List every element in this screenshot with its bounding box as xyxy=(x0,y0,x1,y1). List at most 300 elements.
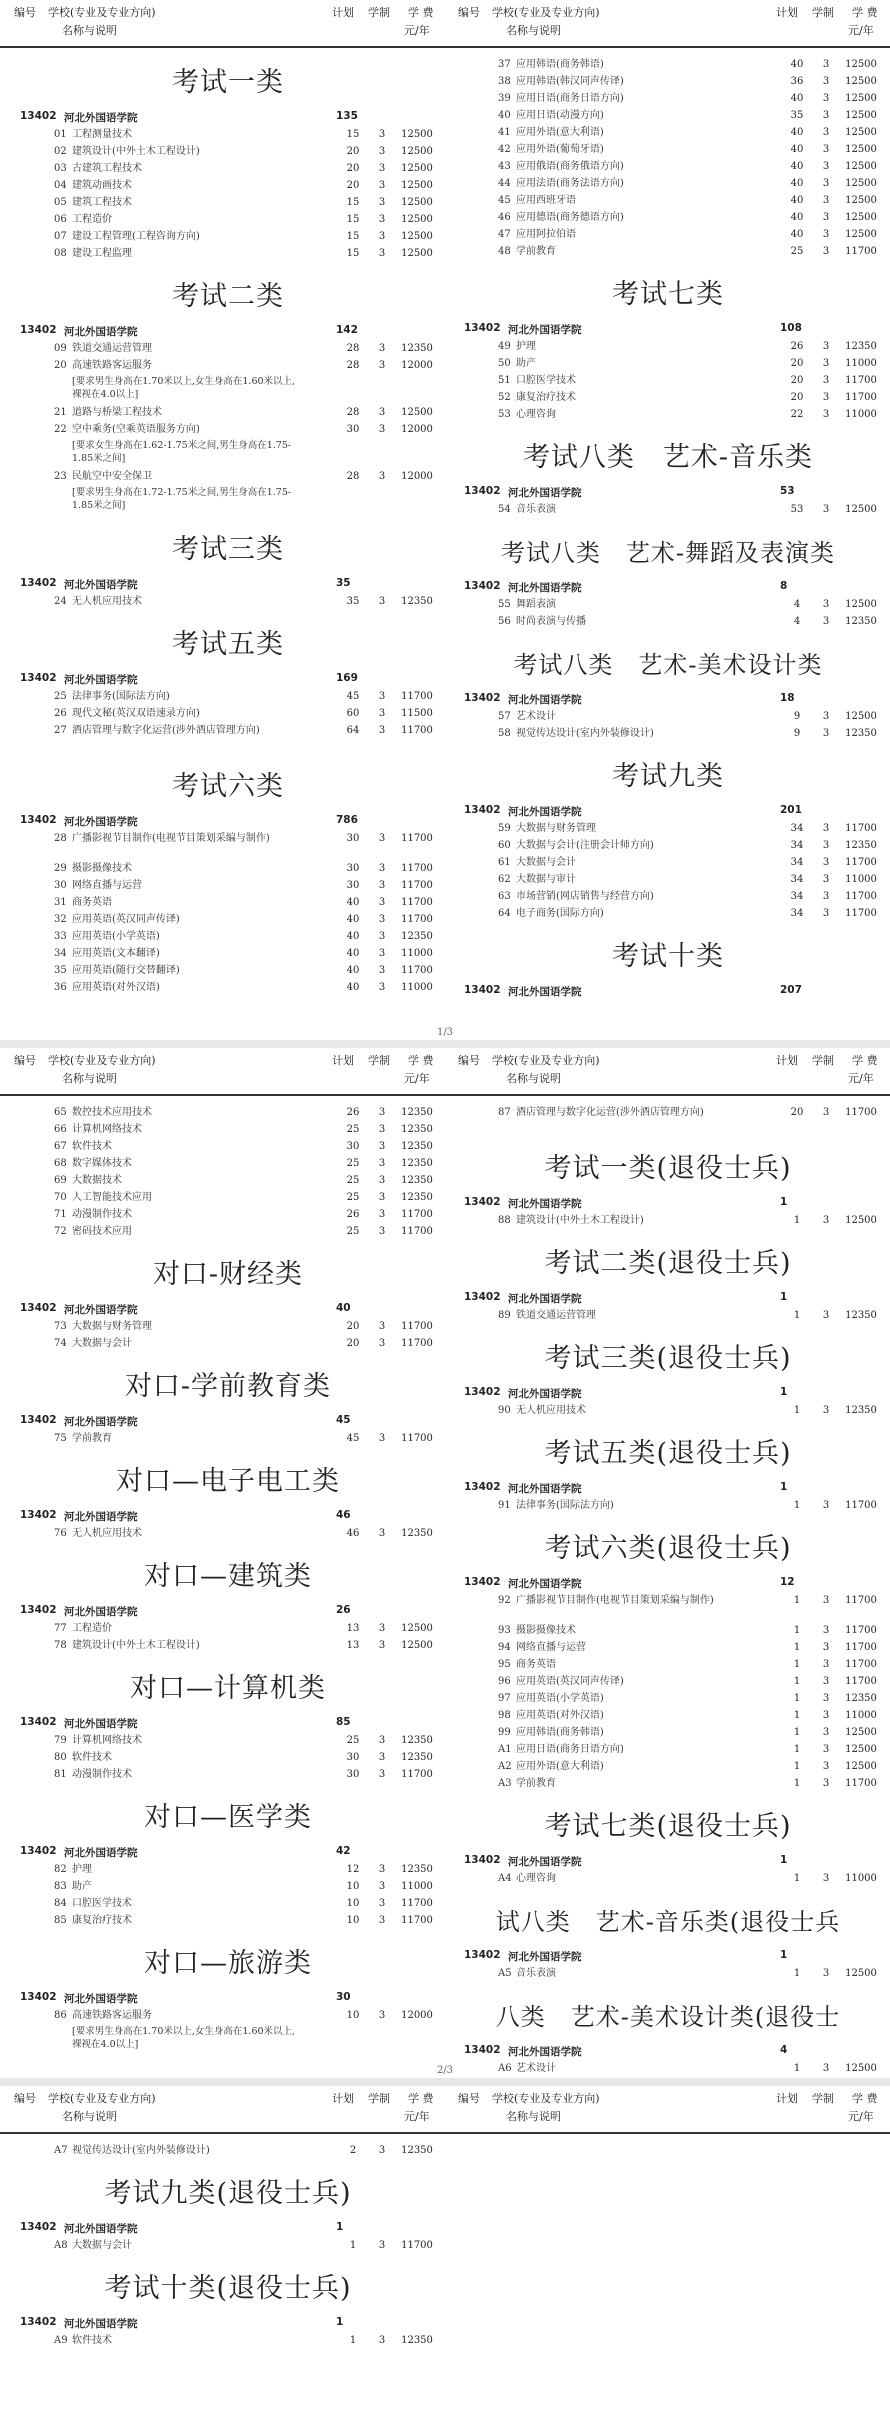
major-name: 商务英语 xyxy=(516,1659,556,1670)
section-title: 考试九类(退役士兵) xyxy=(104,2178,352,2209)
major-name: 空中乘务(空乘英语服务方向) xyxy=(72,424,200,435)
major-row xyxy=(458,90,878,107)
major-fee: 12350 xyxy=(845,1693,877,1704)
major-fee: 11700 xyxy=(401,880,433,891)
major-row xyxy=(14,468,442,485)
major-plan: 12 xyxy=(346,1864,360,1875)
major-years: 3 xyxy=(822,341,830,352)
major-code: 44 xyxy=(498,178,511,189)
major-years: 3 xyxy=(822,504,830,515)
school-row xyxy=(14,1507,442,1525)
major-fee: 11700 xyxy=(401,691,433,702)
school-plan-total: 1 xyxy=(780,1196,788,1208)
school-name: 河北外国语学院 xyxy=(64,112,138,124)
major-plan: 20 xyxy=(346,163,360,174)
major-code: 39 xyxy=(498,93,511,104)
major-name: 数字媒体技术 xyxy=(72,1158,132,1169)
major-name: 广播影视节目制作(电视节目策划采编与制作) xyxy=(516,1595,714,1606)
major-years: 3 xyxy=(378,1338,386,1349)
section-title: 考试九类 xyxy=(612,761,724,792)
major-name: 应用英语(对外汉语) xyxy=(72,982,160,993)
major-code: 21 xyxy=(54,407,67,418)
section-title: 考试三类 xyxy=(172,534,284,565)
major-plan: 9 xyxy=(793,728,801,739)
major-years: 3 xyxy=(378,691,386,702)
major-name: 大数据与审计 xyxy=(516,874,576,885)
major-plan: 28 xyxy=(346,343,360,354)
major-fee: 12500 xyxy=(845,1727,877,1738)
major-code: 86 xyxy=(54,2010,67,2021)
school-name: 河北外国语学院 xyxy=(508,487,582,499)
major-code: 93 xyxy=(498,1625,511,1636)
major-plan: 40 xyxy=(346,948,360,959)
school-name: 河北外国语学院 xyxy=(64,326,138,338)
major-fee: 12500 xyxy=(845,127,877,138)
major-years: 3 xyxy=(378,146,386,157)
major-name: 时尚表演与传播 xyxy=(516,616,586,627)
major-code: 73 xyxy=(54,1321,67,1332)
major-name: 酒店管理与数字化运营(涉外酒店管理方向) xyxy=(72,725,260,736)
major-years: 3 xyxy=(378,863,386,874)
major-fee: 12350 xyxy=(845,840,877,851)
section-gap xyxy=(458,1134,878,1142)
header-fee1: 学 费 xyxy=(852,2092,878,2105)
school-plan-total: 26 xyxy=(336,1604,351,1616)
major-plan: 40 xyxy=(790,93,804,104)
school-name: 河北外国语学院 xyxy=(64,1416,138,1428)
section-title: 考试六类(退役士兵) xyxy=(544,1533,792,1564)
school-plan-total: 42 xyxy=(336,1845,351,1857)
major-years: 3 xyxy=(822,59,830,70)
major-years: 3 xyxy=(378,231,386,242)
school-plan-total: 18 xyxy=(780,692,795,704)
major-code: 77 xyxy=(54,1623,67,1634)
major-years: 3 xyxy=(378,1433,386,1444)
major-name: 电子商务(国际方向) xyxy=(516,908,604,919)
major-code: 68 xyxy=(54,1158,67,1169)
header-plan: 计划 xyxy=(332,2092,354,2105)
school-code: 13402 xyxy=(20,110,57,122)
major-fee: 12500 xyxy=(845,93,877,104)
major-years: 3 xyxy=(378,1864,386,1875)
header-desc: 名称与说明 xyxy=(506,2110,561,2123)
section-gap xyxy=(458,1792,878,1800)
major-years: 3 xyxy=(822,1968,830,1979)
major-years: 3 xyxy=(378,948,386,959)
major-row xyxy=(14,688,442,705)
major-fee: 12000 xyxy=(401,424,433,435)
school-row xyxy=(14,1412,442,1430)
school-name: 河北外国语学院 xyxy=(64,1993,138,2005)
major-code: A3 xyxy=(498,1778,512,1789)
school-code: 13402 xyxy=(464,1576,501,1588)
school-name: 河北外国语学院 xyxy=(64,2318,138,2330)
major-fee: 12500 xyxy=(845,711,877,722)
major-plan: 40 xyxy=(346,982,360,993)
header-school: 学校(专业及专业方向) xyxy=(492,6,600,19)
major-fee: 11700 xyxy=(845,1595,877,1606)
school-row xyxy=(458,982,878,1000)
school-code: 13402 xyxy=(20,1604,57,1616)
major-row xyxy=(14,894,442,911)
major-years: 3 xyxy=(378,1915,386,1926)
major-fee: 11000 xyxy=(845,1710,877,1721)
major-row xyxy=(14,830,442,860)
major-row xyxy=(458,1965,878,1982)
major-name: 学前教育 xyxy=(516,246,556,257)
section-title: 考试八类 艺术-舞蹈及表演类 xyxy=(500,539,836,567)
major-note: [要求男生身高在1.70米以上,女生身高在1.60米以上,裸视在4.0以上] xyxy=(72,376,296,400)
major-years: 3 xyxy=(378,1640,386,1651)
major-code: A8 xyxy=(54,2240,68,2251)
school-name: 河北外国语学院 xyxy=(508,1856,582,1868)
major-code: 26 xyxy=(54,708,67,719)
major-years: 3 xyxy=(378,129,386,140)
major-code: 65 xyxy=(54,1107,67,1118)
school-code: 13402 xyxy=(464,1854,501,1866)
major-fee: 12500 xyxy=(845,76,877,87)
major-years: 3 xyxy=(378,708,386,719)
major-plan: 30 xyxy=(346,863,360,874)
major-fee: 11700 xyxy=(845,857,877,868)
major-plan: 40 xyxy=(790,212,804,223)
major-fee: 12350 xyxy=(401,2335,433,2346)
major-name: 建设工程监理 xyxy=(72,248,132,259)
school-plan-total: 108 xyxy=(780,322,802,334)
section-gap xyxy=(458,1000,878,1008)
section-gap xyxy=(458,630,878,638)
major-name: 应用英语(英汉同声传译) xyxy=(516,1676,624,1687)
major-name: 建筑设计(中外土木工程设计) xyxy=(72,1640,200,1651)
major-code: 37 xyxy=(498,59,511,70)
major-years: 3 xyxy=(378,407,386,418)
section-gap xyxy=(458,518,878,526)
major-name: 软件技术 xyxy=(72,1752,112,1763)
major-name: 口腔医学技术 xyxy=(516,375,576,386)
major-years: 3 xyxy=(822,616,830,627)
major-name: 现代文秘(英汉双语速录方向) xyxy=(72,708,200,719)
major-plan: 20 xyxy=(346,1321,360,1332)
major-plan: 10 xyxy=(346,1881,360,1892)
header-fee2: 元/年 xyxy=(404,1072,430,1085)
school-row xyxy=(458,1194,878,1212)
major-name: 大数据与会计 xyxy=(516,857,576,868)
major-row xyxy=(458,243,878,260)
school-plan-total: 201 xyxy=(780,804,802,816)
section-title: 考试二类 xyxy=(172,281,284,312)
school-name: 河北外国语学院 xyxy=(508,806,582,818)
major-plan: 28 xyxy=(346,407,360,418)
major-plan: 1 xyxy=(349,2335,357,2346)
major-name: 康复治疗技术 xyxy=(72,1915,132,1926)
major-years: 3 xyxy=(378,471,386,482)
major-fee: 11700 xyxy=(401,1226,433,1237)
major-years: 3 xyxy=(378,1769,386,1780)
major-code: 31 xyxy=(54,897,67,908)
major-years: 3 xyxy=(378,725,386,736)
major-row xyxy=(14,1138,442,1155)
section-title: 考试三类(退役士兵) xyxy=(544,1343,792,1374)
school-plan-total: 45 xyxy=(336,1414,351,1426)
school-row xyxy=(458,483,878,501)
major-years: 3 xyxy=(822,711,830,722)
major-years: 3 xyxy=(378,180,386,191)
major-plan: 1 xyxy=(793,1761,801,1772)
school-name: 河北外国语学院 xyxy=(508,324,582,336)
major-fee: 12350 xyxy=(401,343,433,354)
major-fee: 12350 xyxy=(845,341,877,352)
major-row xyxy=(14,421,442,438)
header-fee2: 元/年 xyxy=(404,2110,430,2123)
major-fee: 11700 xyxy=(401,725,433,736)
school-row xyxy=(14,322,442,340)
major-code: 05 xyxy=(54,197,67,208)
major-code: 83 xyxy=(54,1881,67,1892)
major-fee: 12350 xyxy=(401,1175,433,1186)
major-fee: 12500 xyxy=(845,110,877,121)
school-code: 13402 xyxy=(464,580,501,592)
major-plan: 53 xyxy=(790,504,804,515)
major-row xyxy=(14,593,442,610)
school-plan-total: 4 xyxy=(780,2044,788,2056)
major-fee: 11000 xyxy=(845,874,877,885)
major-fee: 12500 xyxy=(401,214,433,225)
major-row xyxy=(458,1673,878,1690)
section-gap xyxy=(14,2159,442,2167)
major-years: 3 xyxy=(378,965,386,976)
major-years: 3 xyxy=(822,1873,830,1884)
major-code: 49 xyxy=(498,341,511,352)
major-row xyxy=(458,209,878,226)
major-years: 3 xyxy=(822,93,830,104)
major-row xyxy=(458,613,878,630)
major-plan: 20 xyxy=(790,392,804,403)
major-code: 92 xyxy=(498,1595,511,1606)
major-code: 08 xyxy=(54,248,67,259)
major-code: 63 xyxy=(498,891,511,902)
school-plan-total: 85 xyxy=(336,1716,351,1728)
major-row xyxy=(458,1656,878,1673)
major-fee: 12350 xyxy=(401,931,433,942)
header-years: 学制 xyxy=(368,1054,390,1067)
major-code: 99 xyxy=(498,1727,511,1738)
major-name: 应用俄语(商务俄语方向) xyxy=(516,161,624,172)
major-code: 98 xyxy=(498,1710,511,1721)
section-gap xyxy=(458,1982,878,1990)
school-plan-total: 8 xyxy=(780,580,788,592)
major-years: 3 xyxy=(822,76,830,87)
major-plan: 34 xyxy=(790,908,804,919)
school-row xyxy=(458,320,878,338)
major-plan: 20 xyxy=(790,1107,804,1118)
major-plan: 40 xyxy=(790,127,804,138)
major-name: 建筑设计(中外土木工程设计) xyxy=(72,146,200,157)
major-years: 3 xyxy=(378,1175,386,1186)
major-name: 视觉传达设计(室内外装修设计) xyxy=(516,728,654,739)
school-plan-total: 35 xyxy=(336,577,351,589)
major-name: 工程造价 xyxy=(72,1623,112,1634)
major-row xyxy=(458,56,878,73)
major-row xyxy=(14,245,442,262)
major-code: 22 xyxy=(54,424,67,435)
major-years: 3 xyxy=(378,343,386,354)
section-title: 对口—电子电工类 xyxy=(116,1466,340,1497)
section-gap xyxy=(14,2349,442,2357)
major-plan: 4 xyxy=(793,616,801,627)
school-row xyxy=(458,1947,878,1965)
major-row xyxy=(14,860,442,877)
major-fee: 11700 xyxy=(401,1915,433,1926)
major-name: 高速铁路客运服务 xyxy=(72,2010,152,2021)
school-plan-total: 1 xyxy=(780,1481,788,1493)
school-code: 13402 xyxy=(464,322,501,334)
major-code: 69 xyxy=(54,1175,67,1186)
major-years: 3 xyxy=(822,2063,830,2074)
major-fee: 11500 xyxy=(401,708,433,719)
major-fee: 12350 xyxy=(401,1107,433,1118)
major-row xyxy=(458,1707,878,1724)
major-fee: 11700 xyxy=(401,863,433,874)
major-fee: 12500 xyxy=(401,1623,433,1634)
section-gap xyxy=(458,260,878,268)
major-code: 94 xyxy=(498,1642,511,1653)
major-code: 27 xyxy=(54,725,67,736)
major-code: 34 xyxy=(54,948,67,959)
major-years: 3 xyxy=(822,891,830,902)
major-row xyxy=(14,1121,442,1138)
major-row xyxy=(458,1758,878,1775)
header-school: 学校(专业及专业方向) xyxy=(492,1054,600,1067)
major-code: 45 xyxy=(498,195,511,206)
major-plan: 1 xyxy=(793,1710,801,1721)
section-gap xyxy=(458,1419,878,1427)
major-plan: 1 xyxy=(793,1693,801,1704)
major-name: 心理咨询 xyxy=(516,409,556,420)
major-plan: 28 xyxy=(346,360,360,371)
major-name: 大数据与会计 xyxy=(72,1338,132,1349)
major-code: 02 xyxy=(54,146,67,157)
major-plan: 15 xyxy=(346,129,360,140)
major-plan: 45 xyxy=(346,691,360,702)
major-name: 助产 xyxy=(72,1881,92,1892)
major-row xyxy=(458,837,878,854)
major-name: 心理咨询 xyxy=(516,1873,556,1884)
major-row xyxy=(458,175,878,192)
major-plan: 1 xyxy=(793,1595,801,1606)
major-row xyxy=(14,1861,442,1878)
major-code: 60 xyxy=(498,840,511,851)
major-years: 3 xyxy=(822,212,830,223)
major-fee: 11700 xyxy=(401,1321,433,1332)
major-years: 3 xyxy=(822,1676,830,1687)
major-name: 动漫制作技术 xyxy=(72,1209,132,1220)
major-row xyxy=(14,911,442,928)
major-years: 3 xyxy=(822,1107,830,1118)
major-code: 59 xyxy=(498,823,511,834)
section-title: 考试五类(退役士兵) xyxy=(544,1438,792,1469)
major-row xyxy=(14,1749,442,1766)
major-plan: 40 xyxy=(790,161,804,172)
major-plan: 36 xyxy=(790,76,804,87)
major-name: 法律事务(国际法方向) xyxy=(72,691,170,702)
major-plan: 25 xyxy=(346,1175,360,1186)
major-plan: 4 xyxy=(793,599,801,610)
major-fee: 11000 xyxy=(845,1873,877,1884)
major-plan: 34 xyxy=(790,823,804,834)
major-row xyxy=(458,1724,878,1741)
school-row xyxy=(14,812,442,830)
major-code: 84 xyxy=(54,1898,67,1909)
major-code: 67 xyxy=(54,1141,67,1152)
major-row xyxy=(14,945,442,962)
major-name: 摄影摄像技术 xyxy=(516,1625,576,1636)
major-name: 大数据与会计(注册会计师方向) xyxy=(516,840,654,851)
major-plan: 1 xyxy=(793,1778,801,1789)
major-name: 护理 xyxy=(516,341,536,352)
major-row xyxy=(458,141,878,158)
major-row xyxy=(458,596,878,613)
school-plan-total: 142 xyxy=(336,324,358,336)
major-fee: 12500 xyxy=(845,1968,877,1979)
school-plan-total: 12 xyxy=(780,1576,795,1588)
major-years: 3 xyxy=(378,1158,386,1169)
major-name: 艺术设计 xyxy=(516,711,556,722)
major-fee: 12500 xyxy=(845,1744,877,1755)
major-name: 康复治疗技术 xyxy=(516,392,576,403)
major-code: 57 xyxy=(498,711,511,722)
major-years: 3 xyxy=(378,197,386,208)
major-plan: 1 xyxy=(793,1500,801,1511)
school-name: 河北外国语学院 xyxy=(508,582,582,594)
major-row xyxy=(14,2237,442,2254)
major-fee: 12500 xyxy=(401,163,433,174)
header-years: 学制 xyxy=(368,6,390,19)
major-years: 3 xyxy=(822,409,830,420)
major-years: 3 xyxy=(822,1693,830,1704)
major-code: 87 xyxy=(498,1107,511,1118)
school-code: 13402 xyxy=(464,1291,501,1303)
major-fee: 11700 xyxy=(845,1659,877,1670)
major-fee: 12350 xyxy=(845,728,877,739)
major-fee: 12500 xyxy=(845,195,877,206)
major-row xyxy=(14,2142,442,2159)
major-years: 3 xyxy=(378,1898,386,1909)
school-code: 13402 xyxy=(464,984,501,996)
major-code: 66 xyxy=(54,1124,67,1135)
school-name: 河北外国语学院 xyxy=(64,2223,138,2235)
major-name: 酒店管理与数字化运营(涉外酒店管理方向) xyxy=(516,1107,704,1118)
school-code: 13402 xyxy=(464,2044,501,2056)
header-desc: 名称与说明 xyxy=(62,1072,117,1085)
major-name: 网络直播与运营 xyxy=(72,880,142,891)
major-plan: 40 xyxy=(346,931,360,942)
school-plan-total: 1 xyxy=(336,2221,344,2233)
major-code: 03 xyxy=(54,163,67,174)
major-code: 53 xyxy=(498,409,511,420)
major-plan: 30 xyxy=(346,880,360,891)
major-row xyxy=(14,1172,442,1189)
major-name: 学前教育 xyxy=(72,1433,112,1444)
major-years: 3 xyxy=(822,1215,830,1226)
major-code: 09 xyxy=(54,343,67,354)
header-school: 学校(专业及专业方向) xyxy=(48,6,156,19)
school-row xyxy=(14,108,442,126)
major-fee: 12350 xyxy=(401,1752,433,1763)
major-fee: 11700 xyxy=(845,1676,877,1687)
major-years: 3 xyxy=(378,2335,386,2346)
major-name: 助产 xyxy=(516,358,536,369)
major-fee: 12000 xyxy=(401,360,433,371)
